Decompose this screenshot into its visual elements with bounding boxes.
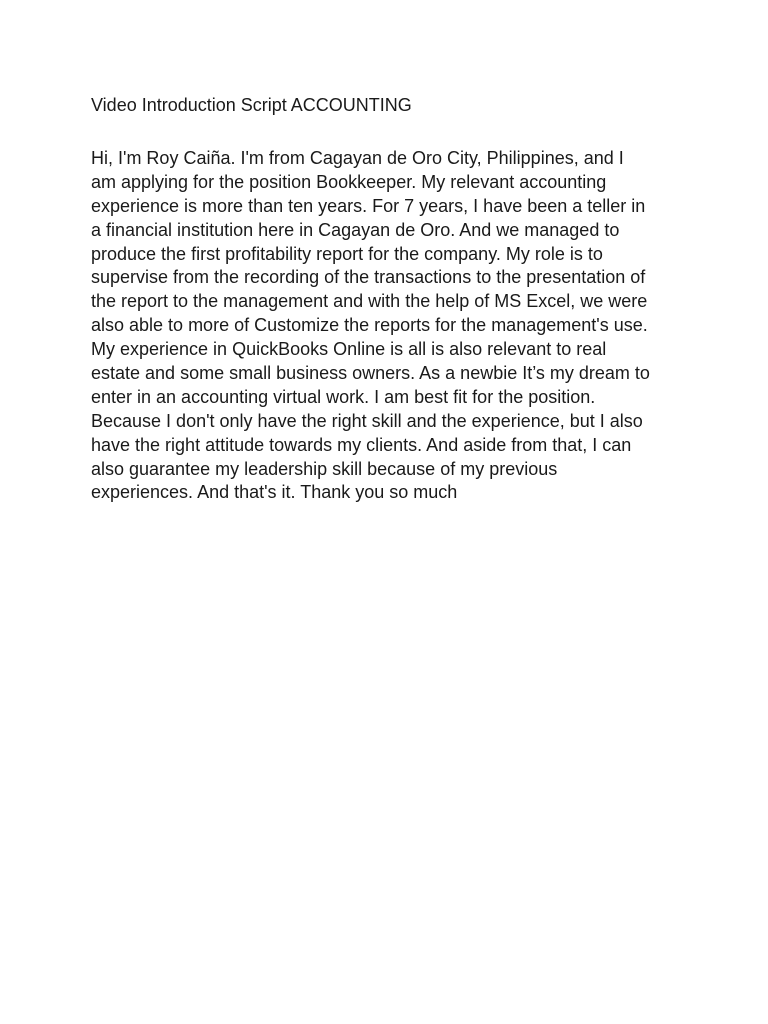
body-line: also guarantee my leadership skill because of my previous [91,458,558,479]
document-title: Video Introduction Script ACCOUNTING [91,95,412,115]
body-line: experience is more than ten years. For 7 years, I have been a teller in [91,195,646,216]
body-line: estate and some small business owners. As a newbie It’s my dream to [91,363,650,384]
document-body [91,147,691,505]
body-line: supervise from the recording of the transactions to the presentation of [91,267,646,288]
body-line: produce the first profitability report for the company. My role is to [91,243,603,264]
body-line: a financial institution here in Cagayan de Oro. And we managed to [91,219,620,240]
body-line: have the right attitude towards my clients. And aside from that, I can [91,434,632,455]
body-line: am applying for the position Bookkeeper. My relevant accounting [91,171,607,192]
body-line: enter in an accounting virtual work. I am best fit for the position. [91,386,596,407]
body-line: My experience in QuickBooks Online is all is also relevant to real [91,339,607,360]
body-line: Because I don't only have the right skill and the experience, but I also [91,410,643,431]
body-line: the report to the management and with the help of MS Excel, we were [91,291,648,312]
body-line: Hi, I'm Roy Caiña. I'm from Cagayan de Oro City, Philippines, and I [91,148,624,168]
body-line: experiences. And that's it. Thank you so much [91,482,458,503]
body-line: also able to more of Customize the reports for the management's use. [91,315,648,336]
